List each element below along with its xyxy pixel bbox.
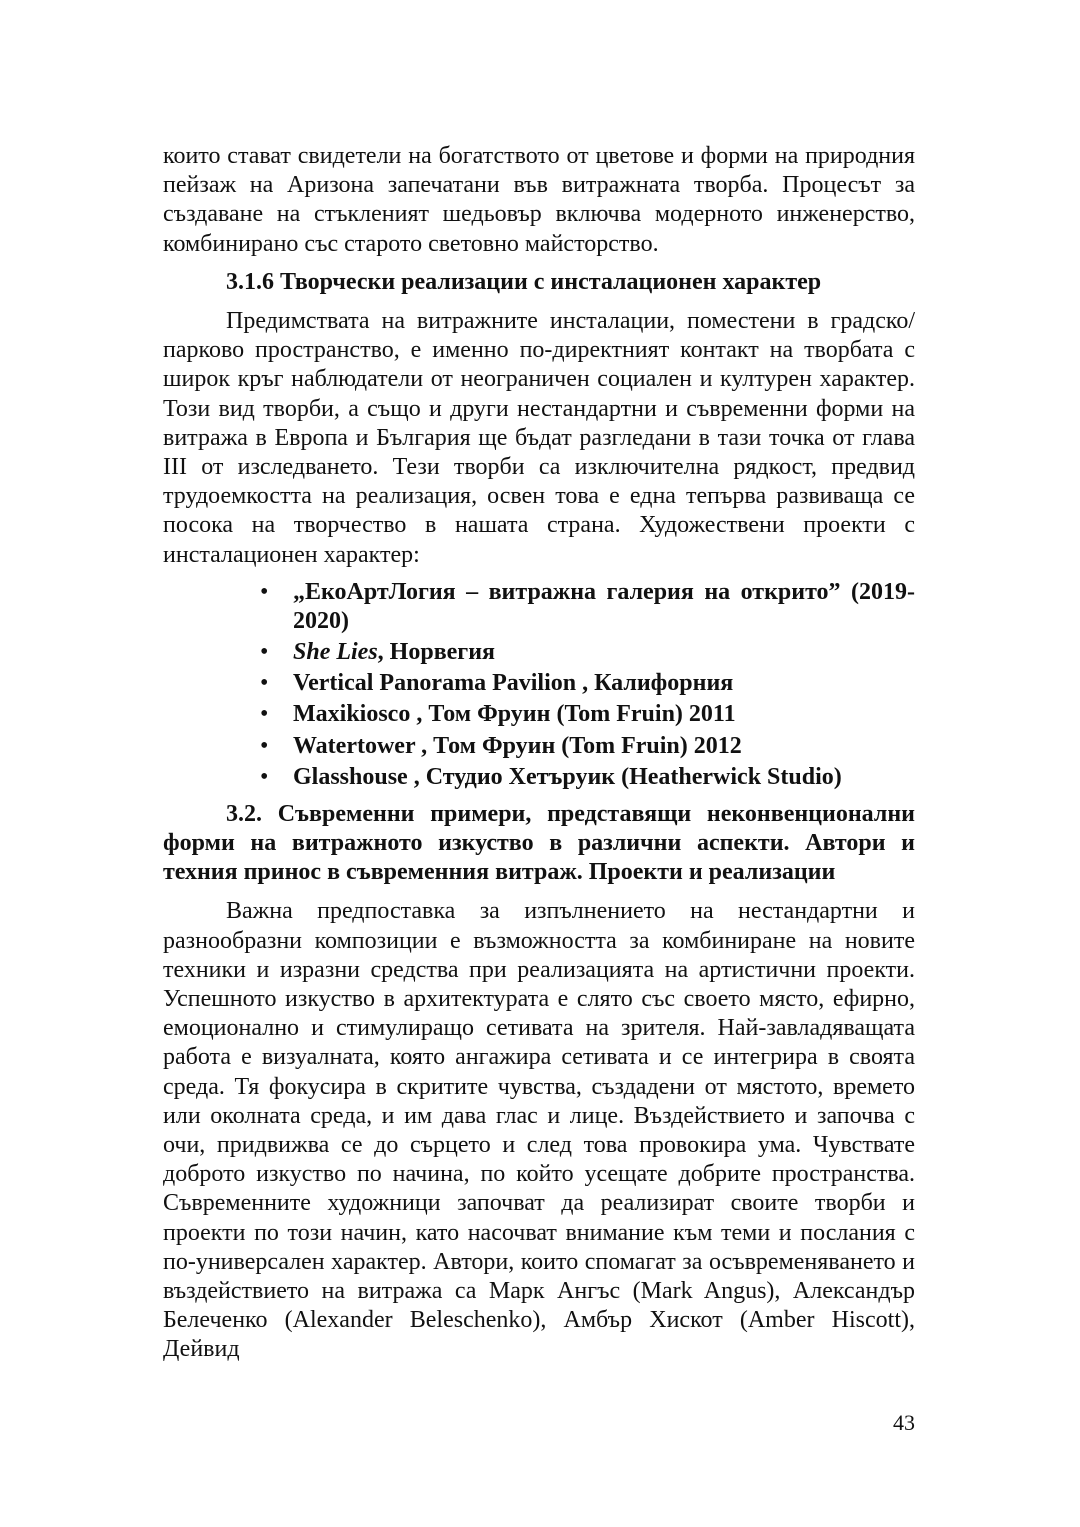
project-title: Maxikiosco , Том Фруин (Tom Fruin) 2011: [293, 701, 736, 728]
document-page: [163, 142, 915, 1365]
project-title: Glasshouse , Студио Хетъруик (Heatherwick Studio): [293, 763, 842, 790]
project-title: , Норвегия: [377, 639, 496, 666]
bullet-icon: •: [260, 701, 269, 728]
list-item: [260, 732, 915, 761]
paragraph-installations: Предимствата на витражните инсталации, поместени в градско/парково пространство, е именно по-директният контакт на творбата с широк кръг наблюдатели от неограничен социален и културен характер. Този вид творби, а също и други нестандартни и съвременни форми на витража в Европа и България ще бъдат разгледани в тази точка от глава III от изследването. Тези творби са изключителна рядкост, предвид трудоемкостта на реализация, освен това е една тепърва развиваща се посока на творчество в нашата страна. Художествени проекти с инсталационен характер:: [163, 308, 915, 568]
project-title: Vertical Panorama Pavilion , Калифорния: [293, 670, 734, 697]
bullet-icon: •: [260, 670, 269, 697]
project-title: „ЕкоАртЛогия – витражна галерия на открито” (2019-2020): [293, 578, 915, 634]
projects-list: [163, 578, 915, 792]
paragraph-intro: които стават свидетели на богатството от цветове и форми на природния пейзаж на Аризона запечатани във витражната творба. Процесът за създаване на стъкленият шедьовър включва модерното инженерство, комбинирано със старото световно майсторство.: [163, 143, 915, 257]
bullet-icon: •: [260, 732, 269, 759]
page-number: 43: [893, 1410, 915, 1435]
bullet-icon: •: [260, 578, 269, 605]
bullet-icon: •: [260, 639, 269, 666]
project-title-italic: She Lies: [293, 639, 378, 666]
list-item: [260, 578, 915, 636]
section-heading-3-2: 3.2. Съвременни примери, представящи неконвенционални форми на витражното изкуство в различни аспекти. Автори и техния принос в съвременния витраж. Проекти и реализации: [163, 800, 915, 886]
section-heading-3-1-6: 3.1.6 Творчески реализации с инсталационен характер: [226, 268, 822, 295]
list-item: [260, 669, 915, 698]
project-title: Watertower , Том Фруин (Tom Fruin) 2012: [293, 732, 742, 759]
list-item: [260, 638, 915, 667]
list-item: [260, 763, 915, 792]
paragraph-premise: Важна предпоставка за изпълнението на нестандартни и разнообразни композиции е възможността за комбиниране на новите техники и изразни средства при реализацията на артистични проекти. Успешното изкуство в архитектурата е слято със своето място, ефирно, емоционално и стимулиращо сетивата на зрителя. Най-завладяващата работа е визуалната, която ангажира сетивата и се интегрира в своята среда. Тя фокусира в скритите чувства, създадени от мястото, времето или околната среда, и им дава глас и лице. Въздействието и започва с очи, придвижва се до сърцето и след това провокира ума. Чувствате доброто изкуство по начина, по който усещате добрите пространства. Съвременните художници започват да реализират своите творби и проекти по този начин, като насочват внимание към теми и послания с по-универсален характер. Автори, които спомагат за осъвременяването и въздействието на витража са Марк Ангъс (Mark Angus), Александър Белеченко (Alexander Beleschenko), Амбър Хискот (Amber Hiscott), Дейвид: [163, 898, 915, 1363]
list-item: [260, 700, 915, 729]
bullet-icon: •: [260, 763, 269, 790]
